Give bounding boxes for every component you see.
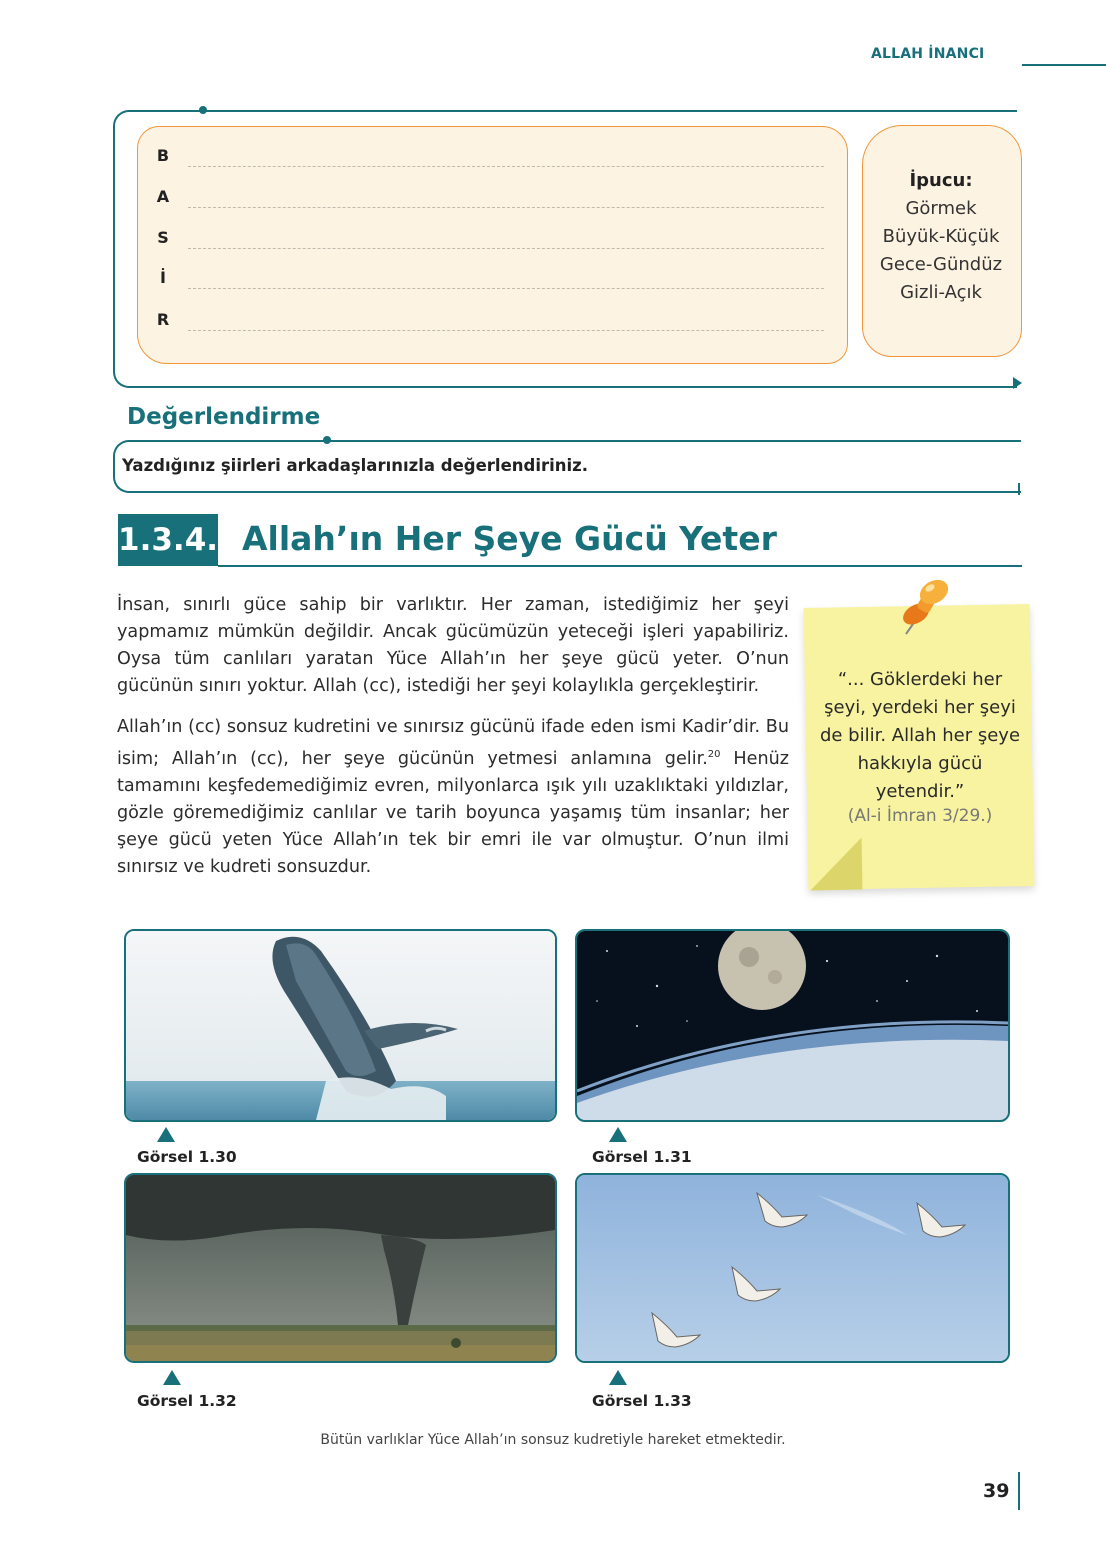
figure-caption: Görsel 1.31 bbox=[592, 1148, 692, 1166]
section-rule bbox=[218, 565, 1022, 567]
hint-item: Görmek bbox=[905, 198, 977, 219]
acrostic-answer-line[interactable] bbox=[188, 166, 824, 167]
note-reference: (Al-i İmran 3/29.) bbox=[847, 806, 993, 826]
header-rule bbox=[1022, 64, 1106, 66]
caption-marker-icon bbox=[163, 1370, 181, 1385]
evaluation-instruction: Yazdığınız şiirleri arkadaşlarınızla değerlendiriniz. bbox=[122, 456, 589, 475]
acrostic-letter: B bbox=[156, 146, 170, 165]
body-paragraph-text: Allah’ın (cc) sonsuz kudretini ve sınırsız gücünü ifade eden ismi Kadir’dir. Bu isim; Allah’ın (cc), her şeye gücünün yetmesi anlamına gelir. bbox=[117, 717, 789, 769]
acrostic-letter: İ bbox=[160, 268, 166, 287]
acrostic-letter: R bbox=[156, 310, 170, 329]
note-quote: “... Göklerdeki her şeyi, yerdeki her şeyi de bilir. Allah her şeye hakkıyla gücü yetendir.” bbox=[819, 669, 1021, 802]
space-photo bbox=[575, 929, 1010, 1122]
acrostic-letter: S bbox=[157, 228, 169, 247]
geese-photo bbox=[575, 1173, 1010, 1363]
whale-photo bbox=[124, 929, 557, 1122]
tornado-photo bbox=[124, 1173, 557, 1363]
figure-caption: Görsel 1.30 bbox=[137, 1148, 237, 1166]
body-paragraph: İnsan, sınırlı güce sahip bir varlıktır. Her zaman, istediğimiz her şeyi yapmamız mümkün değildir. Ancak gücümüzün yeteceği işleri yapabiliriz. Oysa tüm canlıları yaratan Yüce Allah’ın her şeye gücü yeter. O’nun gücünün sınırı yoktur. Allah (cc), istediği her şeyi kolaylıkla gerçekleştirir. bbox=[117, 595, 789, 696]
acrostic-answer-line[interactable] bbox=[188, 248, 824, 249]
hint-item: Gizli-Açık bbox=[900, 282, 982, 303]
footnote-ref[interactable]: 20 bbox=[707, 749, 721, 760]
acrostic-answer-line[interactable] bbox=[188, 207, 824, 208]
frame-dot bbox=[199, 106, 207, 114]
hint-item: Büyük-Küçük bbox=[882, 226, 1000, 247]
caption-marker-icon bbox=[157, 1127, 175, 1142]
acrostic-answer-line[interactable] bbox=[188, 330, 824, 331]
page-number-bar bbox=[1018, 1472, 1020, 1510]
acrostic-letter: A bbox=[156, 187, 170, 206]
pushpin-icon bbox=[892, 574, 954, 640]
frame-dot bbox=[323, 436, 331, 444]
page-number: 39 bbox=[983, 1480, 1010, 1502]
section-title: Allah’ın Her Şeye Gücü Yeter bbox=[242, 519, 777, 558]
hint-title: İpucu: bbox=[909, 170, 973, 191]
body-paragraph bbox=[117, 714, 789, 881]
section-number: 1.3.4. bbox=[118, 514, 218, 566]
evaluation-title: Değerlendirme bbox=[127, 404, 321, 430]
figures-caption: Bütün varlıklar Yüce Allah’ın sonsuz kudretiyle hareket etmektedir. bbox=[320, 1432, 786, 1448]
chapter-title: ALLAH İNANCI bbox=[871, 46, 985, 62]
hint-item: Gece-Gündüz bbox=[879, 254, 1003, 275]
frame-arrow bbox=[1013, 377, 1022, 389]
acrostic-answer-line[interactable] bbox=[188, 288, 824, 289]
caption-marker-icon bbox=[609, 1127, 627, 1142]
acrostic-box bbox=[137, 126, 848, 364]
note-fold bbox=[810, 838, 863, 891]
frame-end-mark bbox=[1018, 483, 1020, 495]
figure-caption: Görsel 1.33 bbox=[592, 1392, 692, 1410]
figure-caption: Görsel 1.32 bbox=[137, 1392, 237, 1410]
caption-marker-icon bbox=[609, 1370, 627, 1385]
body-paragraph-text: Henüz tamamını keşfedemediğimiz evren, milyonlarca ışık yılı uzaklıktaki yıldızlar, gözle göremediğimiz canlılar ve tarih boyunca yaşamış tüm insanlar; her şeye gücü yeten Yüce Allah’ın tek bir emri ile var olmuştur. O’nun ilmi sınırsız ve kudreti sonsuzdur. bbox=[117, 748, 789, 877]
